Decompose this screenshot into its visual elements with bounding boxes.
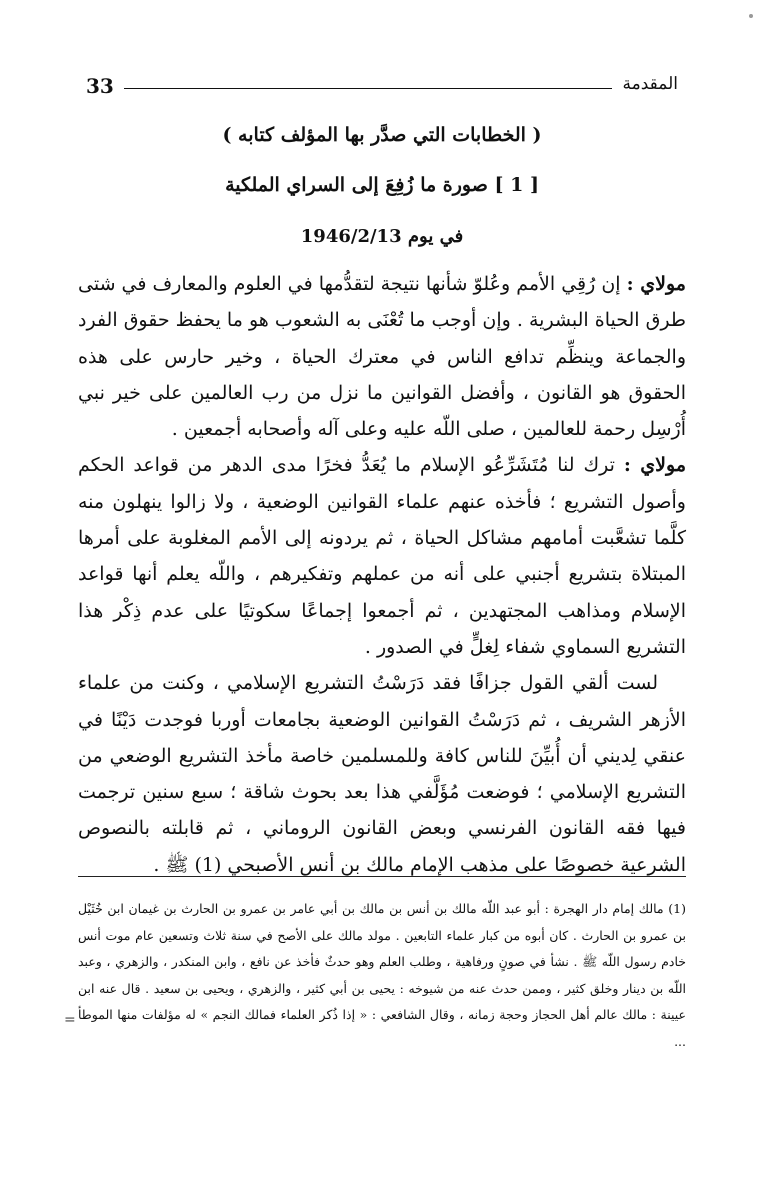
footnote-rule	[78, 876, 686, 877]
footnote-text: (1) مالك إمام دار الهجرة : أبو عبد اللّه مالك بن أنس بن مالك بن أبي عامر بن عمرو بن الحارث بن غيمان ابن خُثَيْل بن عمرو بن الحارث . كان أبوه من كبار علماء التابعين . مولد مالك على الأصح في سنة ثلاث وتسعين عام موت أنس خادم رسول اللّه ﷺ . نشأ في صونٍ ورفاهية ، وطلب العلم وهو حدثٌ فأخذ عن نافع ، وابن المنكدر ، والزهري ، وعبد اللّه بن دينار وخلق كثير ، وممن حدث عنه من شيوخه : يحيى بن أبي كثير ، والزهري ، ويحيى بن سعيد . قال عنه ابن عيينة : مالك عالم أهل الحجاز وحجة زمانه ، وقال الشافعي : « إذا ذُكر العلماء فمالك النجم » له مؤلفات منها الموطأ ...	[78, 901, 686, 1049]
subtitle: [ 1 ] صورة ما زُفِعَ إلى السراي الملكية	[225, 174, 539, 196]
header-rule	[124, 88, 612, 89]
main-title: ( الخطابات التي صدَّر بها المؤلف كتابه )	[222, 124, 542, 146]
section-name: المقدمة	[622, 74, 678, 94]
page-number: 33	[86, 74, 114, 98]
date-line: في يوم 1946/2/13	[300, 226, 464, 247]
margin-mark: =	[64, 1012, 76, 1028]
paragraph-3	[78, 665, 686, 883]
running-header	[86, 72, 678, 102]
paragraph-text: ترك لنا مُتَشَرِّعُو الإسلام ما يُعَدُّ فخرًا مدى الدهر من قواعد الحكم وأصول التشريع ؛ فأخذه عنهم علماء القوانين الوضعية ، ولا زالوا ينهلون منه كلَّما تشعَّبت أمامهم مشاكل الحياة ، ثم يردونه إلى الأمم المغلوبة على أمرها المبتلاة بتشريع أجنبي على أنه من عملهم وتفكيرهم ، واللّه يعلم أنها قواعد الإسلام ومذاهب المجتهدين ، ثم أجمعوا إجماعًا سكوتيًا على عدم ذِكْر هذا التشريع السماوي شفاء لِغلٍّ في الصدور .	[78, 454, 686, 658]
paragraph-lead: مولاي :	[626, 273, 686, 295]
body-text	[78, 266, 686, 883]
paragraph-text: لست ألقي القول جزافًا فقد دَرَسْتُ التشريع الإسلامي ، وكنت من علماء الأزهر الشريف ، ثم دَرَسْتُ القوانين الوضعية بجامعات أوربا فوجدت دَيْنًا في عنقي لِديني أن أُبيِّنَ للناس كافة وللمسلمين خاصة مأخذ التشريع الوضعي من التشريع الإسلامي ؛ فوضعت مُؤَلَّفي هذا بعد بحوث شاقة ؛ سبع سنين ترجمت فيها فقه القانون الفرنسي وبعض القانون الروماني ، ثم قابلته بالنصوص الشرعية خصوصًا على مذهب الإمام مالك بن أنس الأصبحي (1) ﷺ .	[78, 672, 686, 876]
paragraph-lead: مولاي :	[623, 454, 686, 477]
paragraph-1	[78, 266, 686, 447]
paragraph-2	[78, 447, 686, 665]
paragraph-text: إن رُقِي الأمم وعُلوّ شأنها نتيجة لتقدُّمها في العلوم والمعارف في شتى طرق الحياة البشرية . وإن أوجب ما تُعْنَى به الشعوب هو ما يحفظ حقوق الفرد والجماعة وينظِّم تدافع الناس في معترك الحياة ، وخير حارس على هذه الحقوق هو القانون ، وأفضل القوانين ما نزل من رب العالمين على خير نبي أُرْسِل رحمة للعالمين ، صلى اللّه عليه وعلى آله وأصحابه أجمعين .	[78, 273, 686, 441]
footnote	[78, 896, 686, 1055]
corner-dot	[749, 14, 753, 18]
